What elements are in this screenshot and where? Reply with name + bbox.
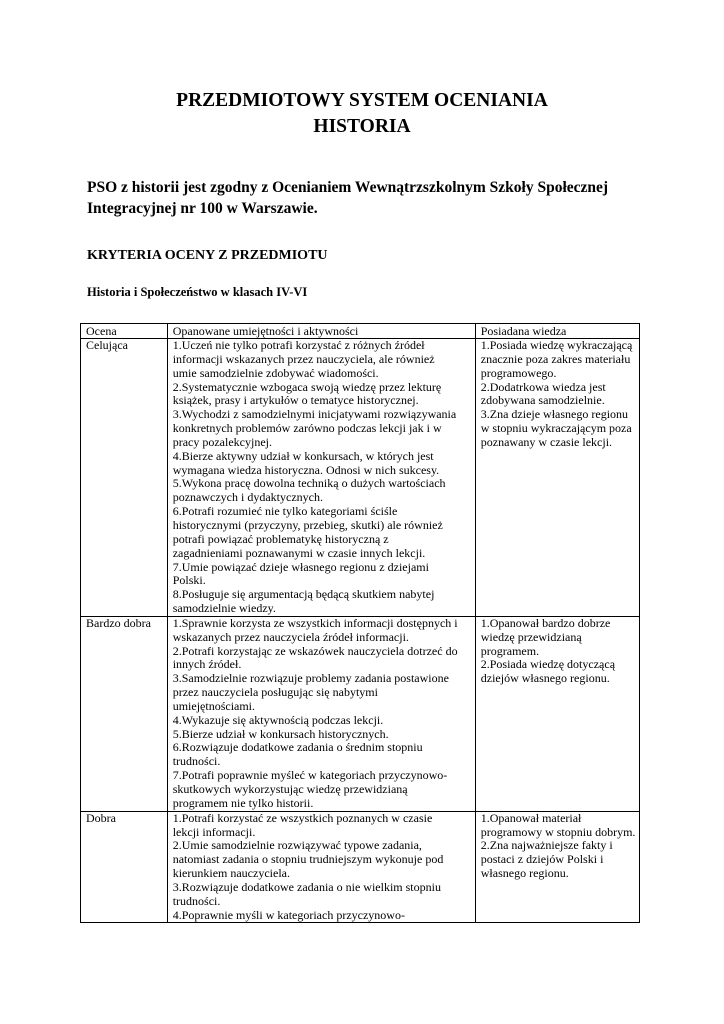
skills-line: trudności. (172, 754, 221, 769)
skills-line: 5.Bierze udział w konkursach historycznych. (172, 726, 389, 741)
skills-line: wskazanych przez nauczyciela źródeł informacji. (172, 629, 409, 644)
table-header-row (81, 324, 640, 339)
skills-line: trudności. (172, 893, 221, 908)
knowledge-line: 1.Opanował bardzo dobrze (480, 615, 611, 630)
skills-line: 3.Wychodzi z samodzielnymi inicjatywami rozwiązywania (172, 407, 457, 422)
skills-cell (167, 339, 475, 617)
skills-line: 7.Potrafi poprawnie myśleć w kategoriach przyczynowo- (172, 768, 448, 783)
skills-line: 1.Potrafi korzystać ze wszystkich poznanych w czasie (172, 810, 433, 825)
document-title-line-1: PRZEDMIOTOWY SYSTEM OCENIANIA (176, 90, 548, 111)
knowledge-line: programowy w stopniu dobrym. (480, 824, 636, 839)
skills-line: wymagana wiedza historyczna. Odnosi w nich sukcesy. (172, 462, 440, 477)
skills-line: 4.Bierze aktywny udział w konkursach, w których jest (172, 448, 434, 463)
skills-line: 8.Posługuje się argumentacją będącą skutkiem nabytej (172, 587, 435, 602)
knowledge-line: postaci z dziejów Polski i (480, 852, 604, 867)
document-title-line-2: HISTORIA (313, 116, 411, 137)
header-grade: Ocena (81, 324, 168, 339)
skills-cell (167, 616, 475, 811)
skills-cell (167, 811, 475, 923)
criteria-table (80, 323, 640, 923)
knowledge-cell (475, 811, 639, 923)
grade-cell: Bardzo dobra (81, 616, 168, 811)
skills-line: 1.Uczeń nie tylko potrafi korzystać z różnych źródeł (172, 338, 425, 352)
skills-line: innych źródeł. (172, 657, 242, 672)
skills-line: 4.Poprawnie myśli w kategoriach przyczynowo- (172, 907, 405, 922)
skills-line: 2.Potrafi korzystając ze wskazówek nauczyciela dotrzeć do (172, 643, 458, 658)
table-body (81, 339, 640, 923)
knowledge-line: 1.Opanował materiał (480, 810, 582, 825)
knowledge-line: 2.Dodatrkowa wiedza jest (480, 379, 606, 394)
skills-line: konkretnych problemów zarówno podczas lekcji jak i w (172, 421, 442, 436)
skills-line: 7.Umie powiązać dzieje własnego regionu z dziejami (172, 559, 429, 574)
skills-line: 5.Wykona pracę dowolna techniką o dużych wartościach (172, 476, 446, 491)
skills-line: 6.Rozwiązuje dodatkowe zadania o średnim stopniu (172, 740, 423, 755)
skills-line: informacji wskazanych przez nauczyciela, ale również (172, 351, 435, 366)
header-skills: Opanowane umiejętności i aktywności (167, 324, 475, 339)
knowledge-line: dziejów własnego regionu. (480, 671, 610, 686)
skills-line: natomiast zadania o stopniu trudniejszym wykonuje pod (172, 852, 444, 867)
header-knowledge: Posiadana wiedza (475, 324, 639, 339)
intro-paragraph (87, 177, 647, 219)
skills-line: książek, prasy i artykułów o tematyce historycznej. (172, 393, 419, 408)
intro-line: PSO z historii jest zgodny z Ocenianiem Wewnątrzszkolnym Szkoły Społecznej (87, 179, 609, 196)
skills-line: umiejętnościami. (172, 698, 256, 713)
table-row (81, 339, 640, 617)
knowledge-line: poznawany w czasie lekcji. (480, 434, 613, 449)
skills-line: pracy pozalekcyjnej. (172, 434, 272, 449)
knowledge-line: znacznie poza zakres materiału (480, 351, 631, 366)
skills-line: zagadnieniami poznawanymi w czasie innych lekcji. (172, 545, 426, 560)
knowledge-line: programowego. (480, 365, 557, 380)
knowledge-line: programem. (480, 643, 540, 658)
knowledge-line: 3.Zna dzieje własnego regionu (480, 407, 629, 422)
skills-line: 1.Sprawnie korzysta ze wszystkich informacji dostępnych i (172, 615, 458, 630)
skills-line: potrafi powiązać problematykę historyczną z (172, 531, 389, 546)
skills-line: 6.Potrafi rozumieć nie tylko kategoriami ściśle (172, 504, 398, 519)
knowledge-line: własnego regionu. (480, 866, 569, 881)
skills-line: Polski. (172, 573, 206, 588)
skills-line: 3.Samodzielnie rozwiązuje problemy zadania postawione (172, 671, 449, 686)
knowledge-line: zdobywana samodzielnie. (480, 393, 605, 408)
skills-line: poznawczych i dydaktycznych. (172, 490, 323, 505)
skills-line: kierunkiem nauczyciela. (172, 866, 290, 881)
skills-line: samodzielnie wiedzy. (172, 601, 276, 616)
skills-line: 4.Wykazuje się aktywnością podczas lekcji. (172, 712, 384, 727)
section-heading: KRYTERIA OCENY Z PRZEDMIOTU (87, 248, 328, 263)
skills-line: 3.Rozwiązuje dodatkowe zadania o nie wielkim stopniu (172, 879, 441, 894)
knowledge-cell (475, 616, 639, 811)
skills-line: 2.Umie samodzielnie rozwiązywać typowe zadania, (172, 838, 422, 853)
skills-line: programem nie tylko historii. (172, 795, 314, 810)
knowledge-line: wiedzę przewidzianą (480, 629, 582, 644)
table-row (81, 811, 640, 923)
knowledge-cell (475, 339, 639, 617)
knowledge-line: 2.Zna najważniejsze fakty i (480, 838, 613, 853)
knowledge-line: w stopniu wykraczającym poza (480, 421, 632, 436)
grade-cell: Celująca (81, 339, 168, 617)
skills-line: 2.Systematycznie wzbogaca swoją wiedzę przez lekturę (172, 379, 442, 394)
skills-line: historycznymi (przyczyny, przebieg, skutki) ale również (172, 517, 443, 532)
intro-line: Integracyjnej nr 100 w Warszawie. (87, 200, 318, 217)
knowledge-line: 1.Posiada wiedzę wykraczającą (480, 338, 633, 352)
skills-line: przez nauczyciela posługując się nabytymi (172, 685, 378, 700)
table-row (81, 616, 640, 811)
skills-line: umie samodzielnie zdobywać wiadomości. (172, 365, 379, 380)
subsection-heading: Historia i Społeczeństwo w klasach IV-VI (87, 285, 308, 299)
knowledge-line: 2.Posiada wiedzę dotyczącą (480, 657, 616, 672)
grade-cell: Dobra (81, 811, 168, 923)
skills-line: lekcji informacji. (172, 824, 256, 839)
skills-line: skutkowych wykorzystując wiedzę przewidzianą (172, 782, 408, 796)
